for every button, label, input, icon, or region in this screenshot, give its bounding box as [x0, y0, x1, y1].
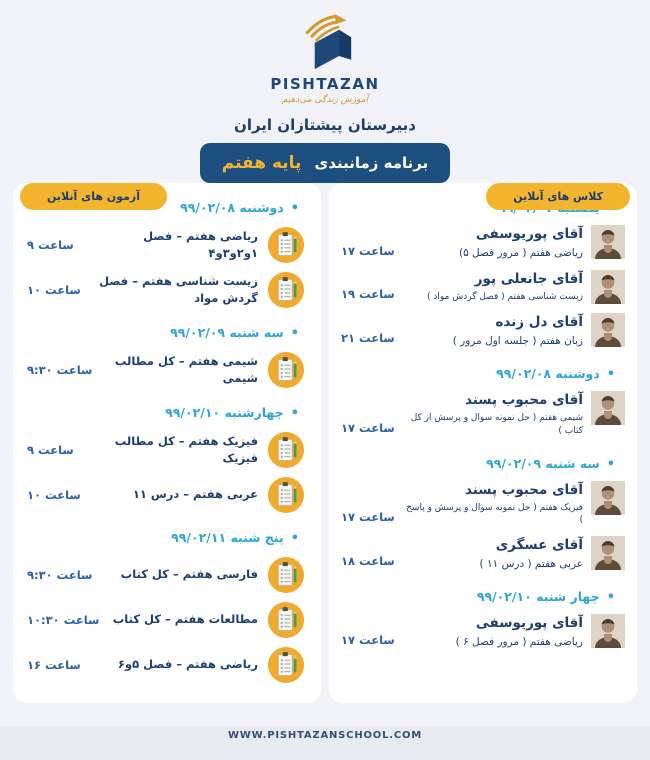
exam-row	[27, 226, 305, 264]
teacher-photo	[591, 270, 625, 304]
class-date-header	[339, 580, 627, 608]
teacher-photo	[591, 536, 625, 570]
bullet-dot: •	[290, 406, 299, 421]
clipboard-icon	[267, 476, 305, 514]
class-subject: ریاضی هفتم ( مرور فصل ۵)	[458, 247, 583, 259]
exam-date-header	[23, 521, 311, 549]
class-info	[404, 536, 583, 572]
class-time: ساعت ۱۹	[341, 286, 395, 301]
exam-time: ساعت ۹:۳۰	[27, 568, 93, 582]
class-date-header	[339, 357, 627, 385]
exam-time: ساعت ۱۶	[27, 658, 81, 672]
class-subject: ریاضی هفتم ( مرور فصل ۶ )	[455, 636, 583, 649]
exam-subject: ریاضی هفتم – فصل ۵و۶	[117, 657, 258, 672]
online-classes-pill: کلاس های آنلاین	[486, 183, 630, 210]
brand-name: PISHTAZAN	[270, 75, 380, 93]
class-time: ساعت ۱۷	[341, 243, 395, 258]
bullet-dot: •	[606, 590, 615, 606]
exam-time: ساعت ۹:۳۰	[27, 363, 93, 377]
class-time: ساعت ۱۷	[341, 633, 395, 648]
class-subject: فیزیک هفتم ( حل نمونه سوال و پرسش و پاسخ )	[406, 502, 583, 526]
class-date: سه شنبه ۹۹/۰۲/۰۹	[486, 455, 600, 471]
teacher-name: آقای جانعلی پور	[474, 270, 583, 287]
bullet-dot: •	[290, 326, 299, 341]
exam-row	[27, 646, 305, 684]
online-exams-pill: آزمون های آنلاین	[20, 183, 167, 210]
teacher-photo	[591, 391, 625, 425]
class-time: ساعت ۱۸	[341, 554, 395, 569]
exam-date: دوشنبه ۹۹/۰۲/۰۸	[180, 200, 284, 215]
teacher-name: آقای پوریوسفی	[475, 615, 583, 632]
class-date: چهار شنبه ۹۹/۰۲/۱۰	[476, 589, 600, 605]
teacher-name: آقای محبوب پسند	[464, 481, 583, 498]
exam-time: ساعت ۱۰	[27, 283, 81, 297]
exam-row	[27, 601, 305, 639]
class-info	[404, 225, 583, 261]
exam-row	[27, 431, 305, 469]
class-time: ساعت ۲۱	[341, 331, 395, 346]
schedule-columns	[0, 183, 650, 703]
clipboard-icon	[267, 226, 305, 264]
class-row	[341, 313, 625, 349]
teacher-photo	[591, 614, 625, 648]
teacher-name: آقای پوریوسفی	[475, 226, 583, 242]
schedule-title-banner	[200, 143, 450, 183]
clipboard-icon	[267, 646, 305, 684]
exam-date: پنج شنبه ۹۹/۰۲/۱۱	[171, 530, 284, 545]
exam-row	[27, 476, 305, 514]
exam-row	[27, 271, 305, 309]
exam-date-header	[23, 316, 311, 344]
teacher-photo	[591, 225, 625, 259]
banner-grade: پایه هفتم	[221, 153, 302, 173]
class-time: ساعت ۱۷	[341, 420, 395, 435]
exam-row	[27, 556, 305, 594]
class-info	[404, 481, 583, 527]
teacher-name: آقای عسگری	[495, 536, 583, 553]
class-row	[341, 391, 625, 437]
exam-time: ساعت ۹	[27, 443, 74, 457]
bullet-dot: •	[606, 367, 615, 383]
clipboard-icon	[267, 431, 305, 469]
class-info	[404, 270, 583, 304]
class-subject: عربی هفتم ( درس ۱۱ )	[479, 557, 583, 570]
exam-subject: عربی هفتم – درس ۱۱	[132, 487, 258, 502]
class-row	[341, 536, 625, 572]
exams-card	[13, 183, 321, 703]
exam-subject: فارسی هفتم – کل کتاب	[120, 567, 258, 582]
clipboard-icon	[267, 271, 305, 309]
class-row	[341, 225, 625, 261]
exam-subject: ریاضی هفتم – فصل ۱و۲و۳و۴	[143, 228, 258, 260]
classes-card	[329, 183, 637, 703]
class-row	[341, 270, 625, 304]
class-row	[341, 614, 625, 650]
teacher-name: آقای محبوب پسند	[464, 392, 583, 409]
banner-title: برنامه زمانبندی	[314, 154, 429, 172]
class-subject: زبان هفتم ( جلسه اول مرور )	[452, 334, 583, 347]
bullet-dot: •	[290, 531, 299, 546]
exam-time: ساعت ۱۰:۳۰	[27, 613, 100, 627]
clipboard-icon	[267, 351, 305, 389]
exam-subject: شیمی هفتم – کل مطالب شیمی	[114, 353, 258, 385]
website-link[interactable]: WWW.PISHTAZANSCHOOL.COM	[227, 730, 423, 741]
clipboard-icon	[267, 601, 305, 639]
class-subject: زیست شناسی هفتم ( فصل گردش مواد )	[427, 291, 583, 302]
footer	[0, 703, 650, 760]
class-row	[341, 481, 625, 527]
exam-subject: زیست شناسی هفتم – فصل گردش مواد	[99, 273, 258, 305]
school-name: دبیرستان پیشتازان ایران	[234, 116, 416, 134]
pishtazan-logo-icon	[292, 12, 358, 74]
exam-date: چهارشنبه ۹۹/۰۲/۱۰	[165, 405, 284, 420]
exam-row	[27, 351, 305, 389]
teacher-photo	[591, 313, 625, 347]
teacher-photo	[591, 481, 625, 515]
class-subject: شیمی هفتم ( حل نمونه سوال و پرسش از کل کتاب )	[410, 413, 583, 436]
class-info	[404, 614, 583, 650]
bullet-dot: •	[606, 456, 615, 472]
class-info	[404, 391, 583, 437]
class-date-header	[339, 447, 627, 475]
exam-time: ساعت ۱۰	[27, 488, 81, 502]
class-date: دوشنبه ۹۹/۰۲/۰۸	[496, 366, 600, 382]
exam-subject: مطالعات هفتم – کل کتاب	[112, 612, 258, 627]
exam-subject: فیزیک هفتم – کل مطالب فیزیک	[114, 433, 258, 465]
teacher-name: آقای دل زنده	[495, 313, 583, 330]
clipboard-icon	[267, 556, 305, 594]
bullet-dot: •	[290, 201, 299, 216]
brand-tagline: آموزش زندگی می‌دهیم	[281, 95, 369, 105]
exam-date-header	[23, 396, 311, 424]
class-time: ساعت ۱۷	[341, 509, 395, 524]
brand-header	[0, 0, 650, 134]
class-info	[404, 313, 583, 349]
exam-date: سه شنبه ۹۹/۰۲/۰۹	[170, 325, 284, 340]
exam-time: ساعت ۹	[27, 238, 74, 252]
